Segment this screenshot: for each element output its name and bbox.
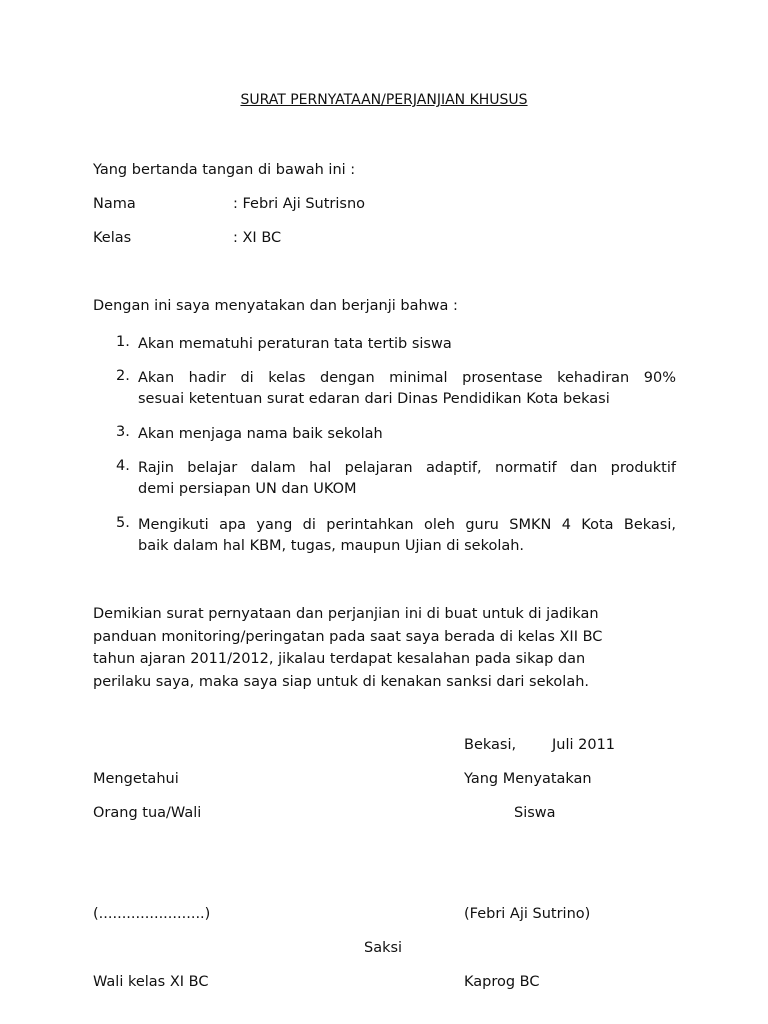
closing-line: panduan monitoring/peringatan pada saat saya berada di kelas XII BC <box>93 628 603 645</box>
field-label-nama: Nama <box>93 196 136 212</box>
closing-paragraph <box>93 603 602 693</box>
list-item-text: sesuai ketentuan surat edaran dari Dinas Pendidikan Kota bekasi <box>138 391 610 407</box>
document-title: SURAT PERNYATAAN/PERJANJIAN KHUSUS <box>240 92 528 108</box>
right-sign-name: (Febri Aji Sutrino) <box>464 906 591 922</box>
list-item-text: demi persiapan UN dan UKOM <box>138 481 357 497</box>
right-sign-heading: Yang Menyatakan <box>464 771 592 787</box>
field-value-kelas: : XI BC <box>233 230 282 246</box>
list-item-number: 5. <box>116 515 130 531</box>
list-item-number: 1. <box>116 334 130 350</box>
closing-line: perilaku saya, maka saya siap untuk di kenakan sanksi dari sekolah. <box>93 673 590 690</box>
left-sign-heading: Mengetahui <box>93 771 179 787</box>
bottom-left-signatory: Wali kelas XI BC <box>93 974 209 990</box>
date-text: Juli 2011 <box>552 737 616 753</box>
list-item-text: Akan hadir di kelas dengan minimal prosentase kehadiran 90% <box>138 370 676 386</box>
intro-text: Yang bertanda tangan di bawah ini : <box>93 162 356 178</box>
field-value-nama: : Febri Aji Sutrisno <box>233 196 366 212</box>
list-item-text: Mengikuti apa yang di perintahkan oleh guru SMKN 4 Kota Bekasi, <box>138 517 676 533</box>
list-item-text: Akan menjaga nama baik sekolah <box>138 426 383 442</box>
witness-heading: Saksi <box>364 940 403 956</box>
statement-intro: Dengan ini saya menyatakan dan berjanji bahwa : <box>93 298 458 314</box>
left-sign-role: Orang tua/Wali <box>93 805 202 821</box>
right-sign-role: Siswa <box>514 805 556 821</box>
closing-line: tahun ajaran 2011/2012, jikalau terdapat kesalahan pada sikap dan <box>93 651 586 667</box>
list-item-text: baik dalam hal KBM, tugas, maupun Ujian di sekolah. <box>138 538 525 554</box>
list-item-number: 3. <box>116 424 130 440</box>
field-label-kelas: Kelas <box>93 230 132 246</box>
left-sign-name: (.......................) <box>93 906 211 922</box>
list-item-text: Rajin belajar dalam hal pelajaran adaptif, normatif dan produktif <box>138 460 676 476</box>
bottom-right-signatory: Kaprog BC <box>464 974 540 990</box>
place-text: Bekasi, <box>464 737 517 753</box>
list-item-text: Akan mematuhi peraturan tata tertib siswa <box>138 336 452 352</box>
closing-line: Demikian surat pernyataan dan perjanjian ini di buat untuk di jadikan <box>93 606 599 622</box>
list-item-number: 4. <box>116 458 130 474</box>
list-item-number: 2. <box>116 368 130 384</box>
